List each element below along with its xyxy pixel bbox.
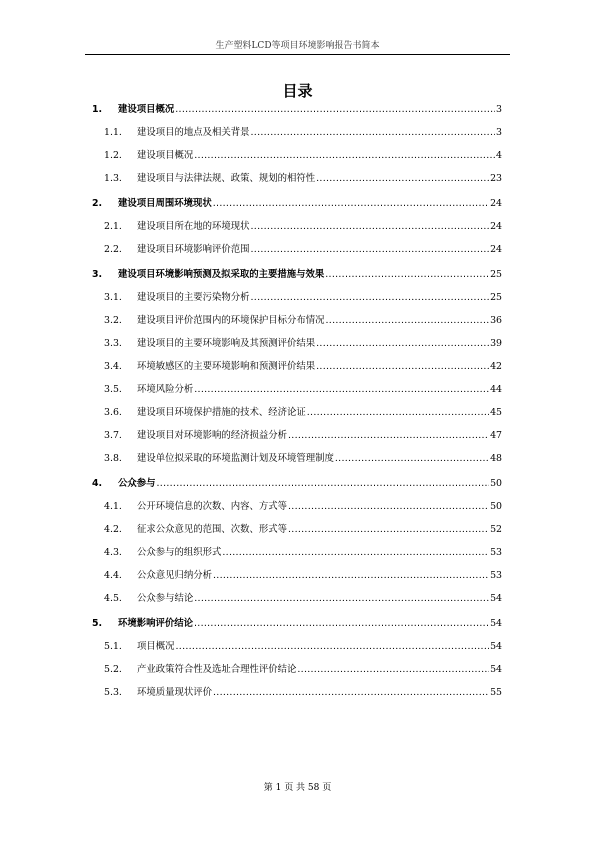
toc-entry-title: 建设项目评价范围内的环境保护目标分布情况 — [137, 315, 325, 326]
toc-dot-leader — [175, 104, 495, 116]
page-title: 目录 — [282, 82, 313, 100]
toc-entry-title: 公众参与结论 — [137, 593, 194, 604]
toc-dot-leader — [251, 221, 490, 233]
toc-entry-page-number: 47 — [490, 430, 502, 441]
toc-entry-title: 建设项目所在地的环境现状 — [137, 221, 250, 232]
toc-subsection-entry[interactable] — [92, 361, 502, 373]
toc-entry-page-number: 42 — [490, 361, 502, 372]
toc-entry-number: 3.4. — [104, 361, 122, 372]
toc-subsection-entry[interactable] — [92, 338, 502, 350]
toc-dot-leader — [288, 524, 489, 536]
toc-subsection-entry[interactable] — [92, 593, 502, 605]
toc-entry-title: 环境敏感区的主要环境影响和预测评价结果 — [137, 361, 316, 372]
toc-entry-page-number: 54 — [490, 593, 502, 604]
toc-subsection-entry[interactable] — [92, 173, 502, 185]
toc-dot-leader — [251, 127, 496, 139]
toc-entry-title: 建设项目环境影响评价范围 — [137, 244, 250, 255]
toc-entry-number: 1.2. — [104, 150, 122, 161]
toc-entry-number: 4.2. — [104, 524, 122, 535]
toc-entry-number: 2.2. — [104, 244, 122, 255]
toc-subsection-entry[interactable] — [92, 407, 502, 419]
toc-entry-number: 3.1. — [104, 292, 122, 303]
toc-dot-leader — [222, 547, 489, 559]
toc-entry-title: 建设项目周围环境现状 — [118, 198, 212, 209]
toc-dot-leader — [297, 664, 489, 676]
toc-section-entry[interactable] — [92, 478, 502, 490]
toc-dot-leader — [288, 430, 489, 442]
toc-dot-leader — [251, 244, 490, 256]
toc-subsection-entry[interactable] — [92, 292, 502, 304]
toc-dot-leader — [194, 618, 489, 630]
toc-entry-title: 建设项目的主要环境影响及其预测评价结果 — [137, 338, 316, 349]
toc-entry-page-number: 36 — [490, 315, 502, 326]
toc-entry-page-number: 39 — [490, 338, 502, 349]
toc-entry-title: 环境质量现状评价 — [137, 687, 213, 698]
toc-subsection-entry[interactable] — [92, 524, 502, 536]
toc-entry-title: 环境影响评价结论 — [118, 618, 194, 629]
toc-entry-number: 3.6. — [104, 407, 122, 418]
toc-entry-number: 2. — [92, 198, 103, 209]
toc-dot-leader — [157, 478, 490, 490]
toc-section-entry[interactable] — [92, 618, 502, 630]
toc-entry-page-number: 23 — [490, 173, 502, 184]
toc-dot-leader — [325, 269, 489, 281]
toc-entry-page-number: 50 — [490, 501, 502, 512]
toc-entry-number: 4.5. — [104, 593, 122, 604]
toc-entry-page-number: 24 — [490, 244, 502, 255]
toc-entry-title: 建设单位拟采取的环境监测计划及环境管理制度 — [137, 453, 334, 464]
toc-dot-leader — [194, 384, 489, 396]
toc-dot-leader — [176, 641, 490, 653]
toc-entry-page-number: 55 — [490, 687, 502, 698]
toc-entry-title: 公众参与的组织形式 — [137, 547, 222, 558]
toc-entry-number: 4.3. — [104, 547, 122, 558]
toc-dot-leader — [251, 292, 490, 304]
toc-dot-leader — [213, 570, 489, 582]
toc-entry-title: 建设项目概况 — [137, 150, 194, 161]
toc-entry-number: 1.3. — [104, 173, 122, 184]
toc-entry-title: 建设项目环境影响预测及拟采取的主要措施与效果 — [118, 269, 325, 280]
toc-entry-title: 公众参与 — [118, 478, 156, 489]
toc-dot-leader — [316, 338, 489, 350]
toc-entry-number: 5.2. — [104, 664, 122, 675]
toc-entry-number: 3.5. — [104, 384, 122, 395]
toc-entry-number: 3.8. — [104, 453, 122, 464]
toc-entry-page-number: 4 — [496, 150, 502, 161]
toc-entry-page-number: 53 — [490, 570, 502, 581]
toc-entry-title: 项目概况 — [137, 641, 175, 652]
toc-entry-title: 建设项目环境保护措施的技术、经济论证 — [137, 407, 306, 418]
toc-subsection-entry[interactable] — [92, 127, 502, 139]
toc-entry-page-number: 24 — [490, 221, 502, 232]
toc-entry-page-number: 54 — [490, 618, 502, 629]
toc-entry-number: 3. — [92, 269, 103, 280]
toc-entry-page-number: 25 — [490, 269, 502, 280]
toc-entry-number: 4. — [92, 478, 103, 489]
toc-entry-page-number: 54 — [490, 641, 502, 652]
toc-entry-page-number: 45 — [490, 407, 502, 418]
toc-entry-page-number: 50 — [490, 478, 502, 489]
toc-entry-number: 4.1. — [104, 501, 122, 512]
toc-subsection-entry[interactable] — [92, 501, 502, 513]
toc-entry-title: 征求公众意见的范围、次数、形式等 — [137, 524, 288, 535]
toc-entry-page-number: 54 — [490, 664, 502, 675]
toc-entry-page-number: 44 — [490, 384, 502, 395]
toc-dot-leader — [213, 198, 489, 210]
toc-dot-leader — [194, 593, 489, 605]
toc-subsection-entry[interactable] — [92, 453, 502, 465]
toc-entry-title: 建设项目的地点及相关背景 — [137, 127, 250, 138]
toc-entry-page-number: 25 — [490, 292, 502, 303]
toc-subsection-entry[interactable] — [92, 150, 502, 162]
toc-entry-number: 5.1. — [104, 641, 122, 652]
toc-entry-title: 建设项目的主要污染物分析 — [137, 292, 250, 303]
toc-section-entry[interactable] — [92, 269, 502, 281]
toc-subsection-entry[interactable] — [92, 664, 502, 676]
page-header: 生产塑料LCD等项目环境影响报告书简本 — [85, 38, 510, 55]
toc-subsection-entry[interactable] — [92, 315, 502, 327]
toc-subsection-entry[interactable] — [92, 384, 502, 396]
toc-dot-leader — [288, 501, 489, 513]
toc-subsection-entry[interactable] — [92, 244, 502, 256]
toc-entry-page-number: 53 — [490, 547, 502, 558]
toc-subsection-entry[interactable] — [92, 547, 502, 559]
toc-entry-title: 产业政策符合性及选址合理性评价结论 — [137, 664, 297, 675]
toc-section-entry[interactable] — [92, 198, 502, 210]
toc-entry-page-number: 52 — [490, 524, 502, 535]
toc-subsection-entry[interactable] — [92, 430, 502, 442]
toc-entry-number: 3.3. — [104, 338, 122, 349]
toc-subsection-entry[interactable] — [92, 570, 502, 582]
toc-entry-page-number: 48 — [490, 453, 502, 464]
toc-entry-title: 建设项目对环境影响的经济损益分析 — [137, 430, 288, 441]
toc-dot-leader — [335, 453, 489, 465]
toc-entry-page-number: 3 — [496, 104, 502, 115]
toc-dot-leader — [194, 150, 495, 162]
toc-subsection-entry[interactable] — [92, 687, 502, 699]
toc-entry-number: 2.1. — [104, 221, 122, 232]
toc-entry-number: 3.7. — [104, 430, 122, 441]
toc-entry-number: 1. — [92, 104, 103, 115]
toc-dot-leader — [213, 687, 489, 699]
page-footer: 第 1 页 共 58 页 — [263, 783, 332, 793]
table-of-contents — [92, 104, 502, 699]
toc-entry-number: 1.1. — [104, 127, 122, 138]
toc-entry-number: 4.4. — [104, 570, 122, 581]
toc-entry-title: 公开环境信息的次数、内容、方式等 — [137, 501, 288, 512]
toc-dot-leader — [316, 173, 489, 185]
toc-entry-number: 3.2. — [104, 315, 122, 326]
toc-entry-page-number: 3 — [496, 127, 502, 138]
toc-subsection-entry[interactable] — [92, 641, 502, 653]
toc-entry-number: 5.3. — [104, 687, 122, 698]
toc-dot-leader — [316, 361, 489, 373]
toc-entry-title: 公众意见归纳分析 — [137, 570, 213, 581]
toc-entry-title: 建设项目与法律法规、政策、规划的相符性 — [137, 173, 316, 184]
toc-section-entry[interactable] — [92, 104, 502, 116]
toc-dot-leader — [326, 315, 490, 327]
toc-entry-title: 建设项目概况 — [118, 104, 175, 115]
toc-dot-leader — [307, 407, 489, 419]
toc-entry-page-number: 24 — [490, 198, 502, 209]
toc-entry-number: 5. — [92, 618, 103, 629]
toc-entry-title: 环境风险分析 — [137, 384, 194, 395]
toc-subsection-entry[interactable] — [92, 221, 502, 233]
